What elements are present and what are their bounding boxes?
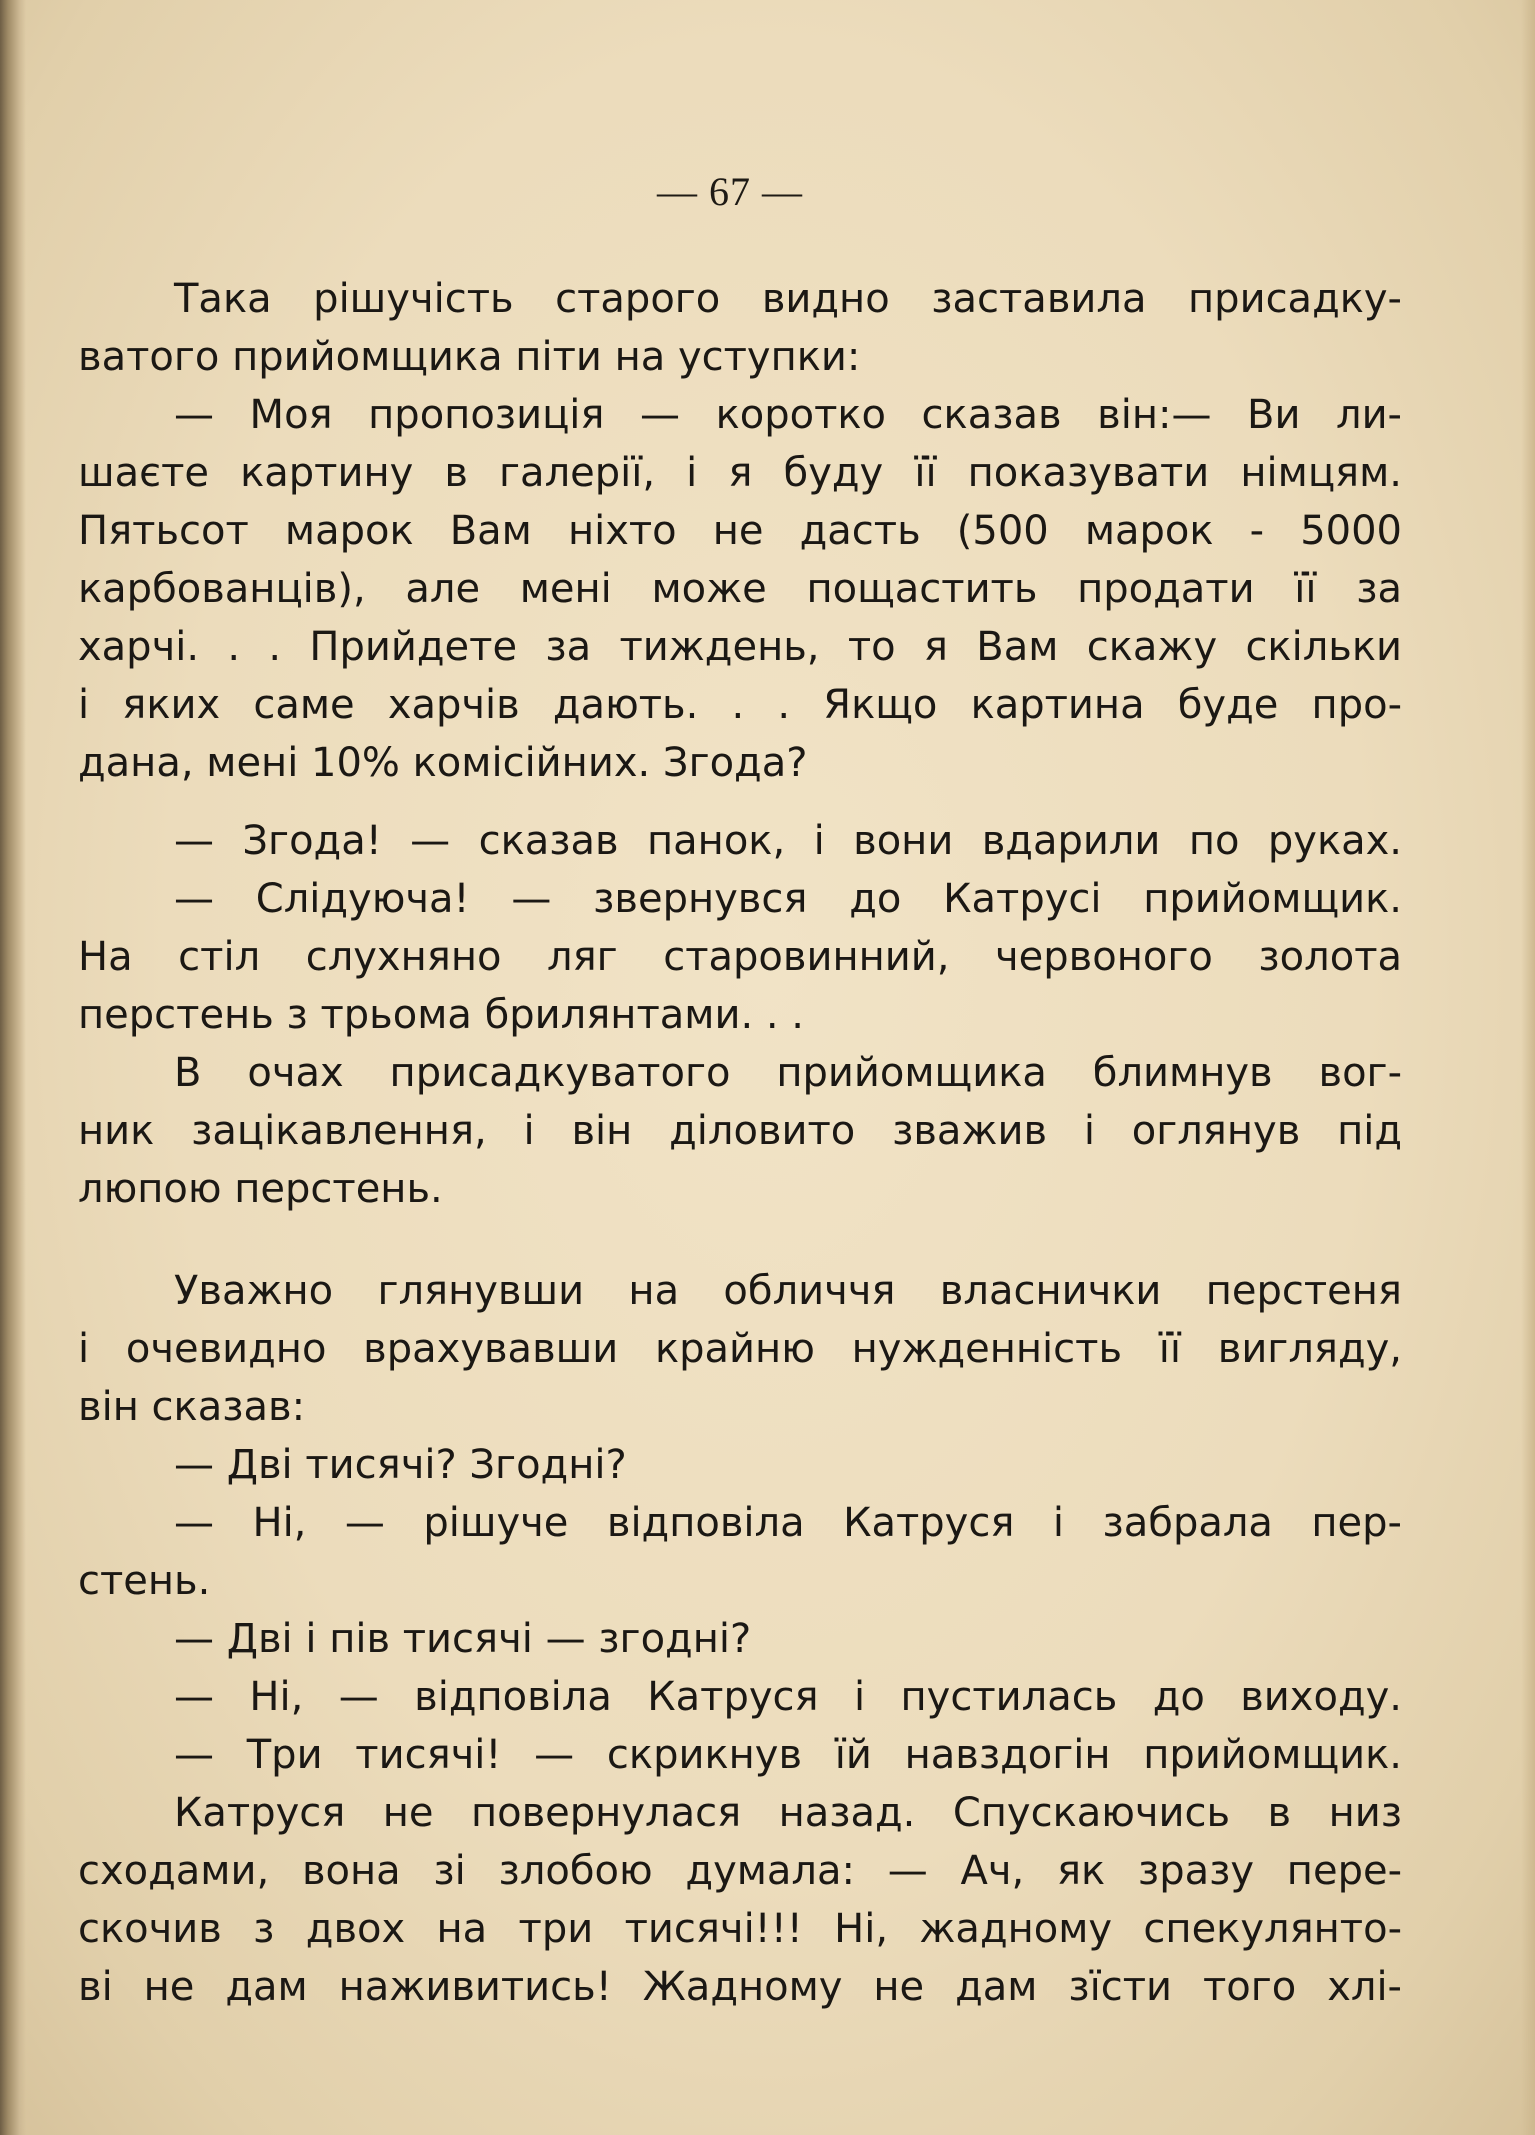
page-binding-edge — [0, 0, 26, 2135]
text-line: Уважно глянувши на обличчя власнички перстеня — [174, 1268, 1402, 1314]
text-line: ник зацікавлення, і він діловито зважив і оглянув під — [78, 1108, 1402, 1154]
text-line: і очевидно врахувавши крайню нужденність її вигляду, — [78, 1326, 1402, 1372]
text-line: він сказав: — [78, 1384, 306, 1430]
text-line: дана, мені 10% комісійних. Згода? — [78, 740, 808, 786]
text-line: і яких саме харчів дають. . . Якщо картина буде про- — [78, 682, 1402, 728]
page-right-edge — [1521, 0, 1535, 2135]
text-line: стень. — [78, 1558, 211, 1604]
text-line: ватого прийомщика піти на уступки: — [78, 334, 861, 380]
text-line: харчі. . . Прийдете за тиждень, то я Вам скажу скільки — [78, 624, 1402, 670]
text-line: Така рішучість старого видно заставила присадку- — [174, 276, 1402, 322]
text-line: — Згода! — сказав панок, і вони вдарили по руках. — [174, 818, 1402, 864]
text-line: Пятьсот марок Вам ніхто не дасть (500 марок - 5000 — [78, 508, 1402, 554]
page-number: — 67 — — [657, 169, 803, 214]
text-line: Катруся не повернулася назад. Спускаючись в низ — [174, 1790, 1402, 1836]
text-line: — Слідуюча! — звернувся до Катрусі прийомщик. — [174, 876, 1402, 922]
text-line: На стіл слухняно ляг старовинний, червоного золота — [78, 934, 1402, 980]
text-line: карбованців), але мені може пощастить продати її за — [78, 566, 1402, 612]
text-line: скочив з двох на три тисячі!!! Ні, жадному спекулянто- — [78, 1906, 1402, 1952]
text-line: шаєте картину в галерії, і я буду її показувати німцям. — [78, 450, 1402, 496]
text-line: сходами, вона зі злобою думала: — Ач, як зразу пере- — [78, 1848, 1402, 1894]
body-text — [78, 270, 1402, 2016]
text-line: люпою перстень. — [78, 1166, 443, 1212]
text-line: ві не дам наживитись! Жадному не дам зїсти того хлі- — [78, 1964, 1402, 2010]
text-line: перстень з трьома брилянтами. . . — [78, 992, 805, 1038]
text-line: — Ні, — рішуче відповіла Катруся і забрала пер- — [174, 1500, 1402, 1546]
text-line: — Три тисячі! — скрикнув їй навздогін прийомщик. — [174, 1732, 1402, 1778]
text-line: — Ні, — відповіла Катруся і пустилась до виходу. — [174, 1674, 1402, 1720]
text-line: В очах присадкуватого прийомщика блимнув вог- — [174, 1050, 1402, 1096]
text-line: — Дві тисячі? Згодні? — [174, 1442, 627, 1488]
text-line: — Дві і пів тисячі — згодні? — [174, 1616, 752, 1662]
text-line: — Моя пропозиція — коротко сказав він:— Ви ли- — [174, 392, 1402, 438]
